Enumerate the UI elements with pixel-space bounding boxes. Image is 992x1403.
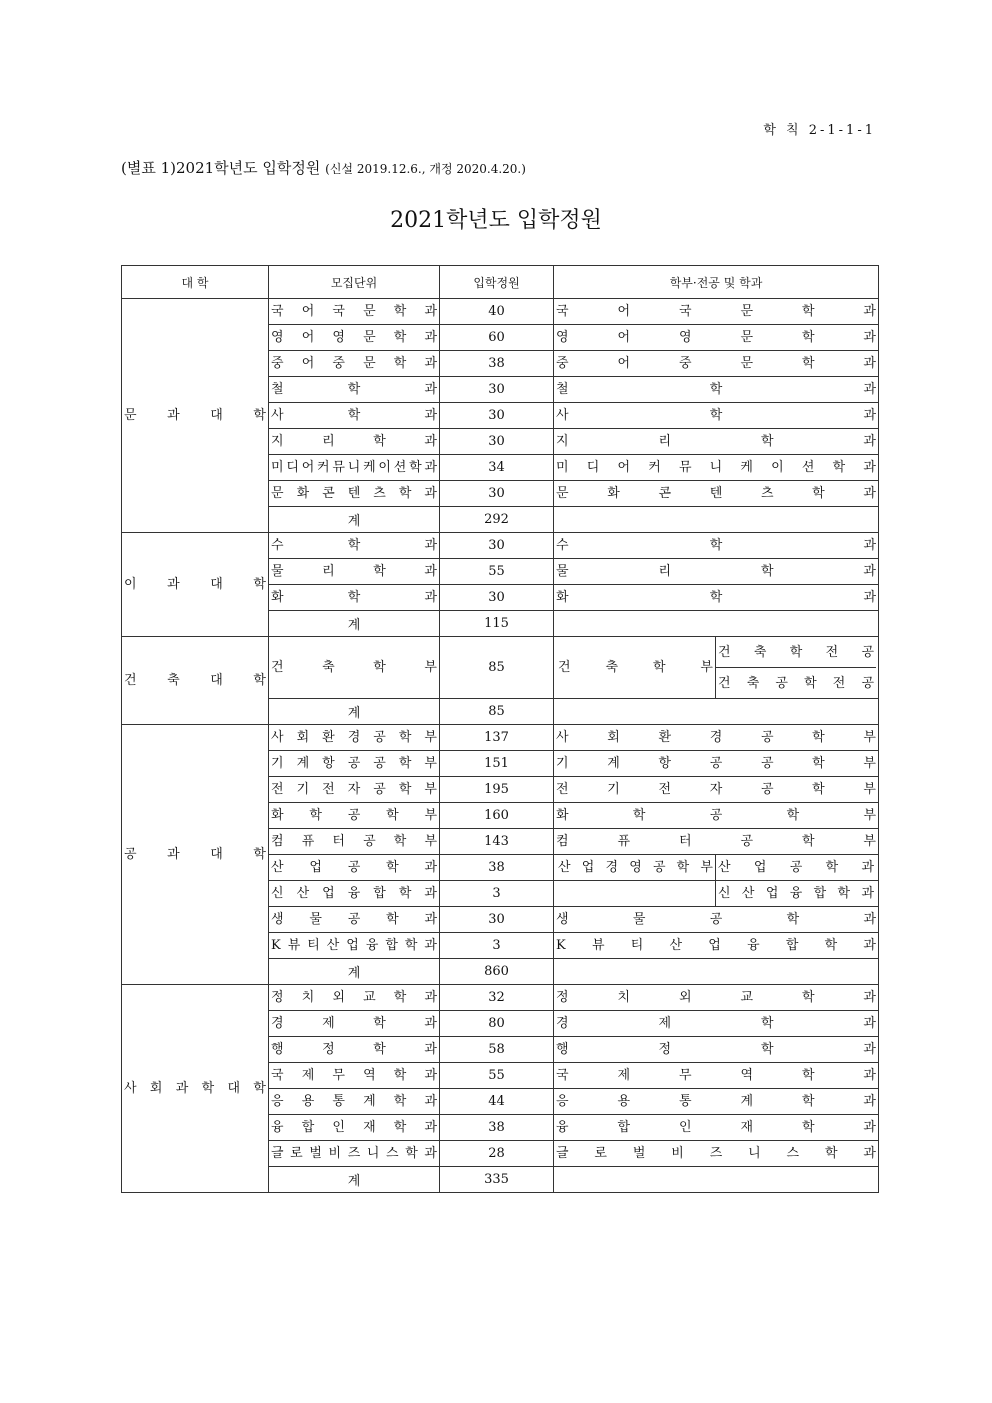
quota-cell: 30	[440, 481, 554, 507]
admission-quota-table	[121, 265, 879, 1193]
dept-cell	[554, 1011, 879, 1037]
table-row	[122, 637, 879, 699]
total-value: 115	[440, 611, 554, 637]
unit-cell	[269, 985, 440, 1011]
page-title: 2021학년도 입학정원	[390, 208, 602, 233]
division-name	[556, 855, 716, 880]
dept-cell	[554, 1115, 879, 1141]
unit-name: 경 제 학 과	[271, 1016, 437, 1031]
total-value: 85	[440, 699, 554, 725]
college-name-text: 공 과 대 학	[124, 847, 266, 862]
major-row	[556, 881, 876, 906]
unit-cell	[269, 907, 440, 933]
quota-cell: 38	[440, 351, 554, 377]
major-row	[556, 637, 876, 668]
unit-name: 철 학 과	[271, 382, 437, 397]
dept-name: 사 학 과	[556, 408, 876, 423]
unit-cell	[269, 403, 440, 429]
unit-name: 수 학 과	[271, 538, 437, 553]
dept-name: 물 리 학 과	[556, 564, 876, 579]
quota-cell: 28	[440, 1141, 554, 1167]
total-empty	[554, 699, 879, 725]
unit-cell	[269, 751, 440, 777]
college-name	[122, 985, 269, 1193]
unit-name: 국 제 무 역 학 과	[271, 1068, 437, 1083]
total-value: 335	[440, 1167, 554, 1193]
unit-name: 국 어 국 문 학 과	[271, 304, 437, 319]
unit-cell	[269, 559, 440, 585]
dept-cell	[554, 1089, 879, 1115]
quota-cell: 85	[440, 637, 554, 699]
quota-cell: 44	[440, 1089, 554, 1115]
unit-cell	[269, 299, 440, 325]
college-name-text: 사 회 과 학 대 학	[124, 1081, 266, 1096]
unit-name: 산 업 공 학 과	[271, 860, 437, 875]
dept-cell	[554, 403, 879, 429]
unit-name: 생 물 공 학 과	[271, 912, 437, 927]
quota-cell: 160	[440, 803, 554, 829]
unit-name: 정 치 외 교 학 과	[271, 990, 437, 1005]
unit-cell	[269, 881, 440, 907]
dept-cell	[554, 585, 879, 611]
college-name	[122, 533, 269, 637]
major-row	[556, 855, 876, 880]
quota-cell: 3	[440, 933, 554, 959]
unit-name: 중 어 중 문 학 과	[271, 356, 437, 371]
unit-cell	[269, 1141, 440, 1167]
unit-name: 융 합 인 재 학 과	[271, 1120, 437, 1135]
quota-cell: 30	[440, 533, 554, 559]
major-name	[716, 855, 877, 880]
dept-cell	[554, 455, 879, 481]
major-name-text: 신 산 업 융 합 학 과	[718, 886, 874, 901]
dept-name: 글 로 벌 비 즈 니 스 학 과	[556, 1146, 876, 1161]
quota-cell: 55	[440, 1063, 554, 1089]
dept-cell	[554, 559, 879, 585]
total-label: 계	[269, 611, 440, 637]
quota-cell: 55	[440, 559, 554, 585]
unit-cell	[269, 377, 440, 403]
unit-name: 물 리 학 과	[271, 564, 437, 579]
total-value: 860	[440, 959, 554, 985]
dept-cell	[554, 377, 879, 403]
document-reference: 학 칙 2-1-1-1	[763, 123, 876, 138]
unit-name: 건 축 학 부	[271, 660, 437, 675]
dept-split-cell	[554, 855, 879, 881]
table-row	[122, 299, 879, 325]
dept-name: 국 제 무 역 학 과	[556, 1068, 876, 1083]
table-row	[122, 725, 879, 751]
unit-name: 화 학 공 학 부	[271, 808, 437, 823]
quota-cell: 32	[440, 985, 554, 1011]
dept-name: 국 어 국 문 학 과	[556, 304, 876, 319]
unit-cell	[269, 933, 440, 959]
total-empty	[554, 959, 879, 985]
quota-cell: 30	[440, 429, 554, 455]
dept-name: 행 정 학 과	[556, 1042, 876, 1057]
unit-cell	[269, 325, 440, 351]
dept-split-cell	[554, 881, 879, 907]
dept-cell	[554, 481, 879, 507]
dept-cell	[554, 751, 879, 777]
college-name-text: 건 축 대 학	[124, 673, 266, 688]
unit-cell	[269, 481, 440, 507]
division-subtable	[556, 637, 876, 698]
college-name-text: 문 과 대 학	[124, 408, 266, 423]
unit-name: K 뷰 티 산 업 융 합 학 과	[271, 938, 437, 953]
division-name	[556, 881, 716, 906]
quota-cell: 30	[440, 907, 554, 933]
quota-cell: 143	[440, 829, 554, 855]
dept-name: 수 학 과	[556, 538, 876, 553]
college-name	[122, 299, 269, 533]
dept-cell	[554, 429, 879, 455]
unit-name: 사 회 환 경 공 학 부	[271, 730, 437, 745]
dept-name: 전 기 전 자 공 학 부	[556, 782, 876, 797]
quota-cell: 151	[440, 751, 554, 777]
unit-cell	[269, 455, 440, 481]
dept-cell	[554, 351, 879, 377]
unit-cell	[269, 1011, 440, 1037]
unit-cell	[269, 803, 440, 829]
total-label: 계	[269, 699, 440, 725]
table-row	[122, 985, 879, 1011]
unit-cell	[269, 855, 440, 881]
quota-cell: 34	[440, 455, 554, 481]
division-name	[556, 637, 716, 698]
dept-name: 화 학 과	[556, 590, 876, 605]
dept-name: K 뷰 티 산 업 융 합 학 과	[556, 938, 876, 953]
quota-cell: 80	[440, 1011, 554, 1037]
header-unit: 모집단위	[269, 266, 440, 299]
college-name	[122, 725, 269, 985]
unit-name: 행 정 학 과	[271, 1042, 437, 1057]
quota-cell: 38	[440, 1115, 554, 1141]
dept-name: 사 회 환 경 공 학 부	[556, 730, 876, 745]
dept-cell	[554, 829, 879, 855]
unit-name: 컴 퓨 터 공 학 부	[271, 834, 437, 849]
total-empty	[554, 1167, 879, 1193]
division-subtable	[556, 881, 876, 906]
dept-cell	[554, 1141, 879, 1167]
dept-cell	[554, 1037, 879, 1063]
division-subtable	[556, 855, 876, 880]
unit-name: 문 화 콘 텐 츠 학 과	[271, 486, 437, 501]
unit-name: 영 어 영 문 학 과	[271, 330, 437, 345]
note-main: (별표 1)2021학년도 입학정원	[121, 159, 321, 177]
total-empty	[554, 611, 879, 637]
unit-name: 화 학 과	[271, 590, 437, 605]
quota-cell: 40	[440, 299, 554, 325]
dept-cell	[554, 725, 879, 751]
major-name	[716, 668, 877, 699]
dept-name: 융 합 인 재 학 과	[556, 1120, 876, 1135]
unit-name: 응 용 통 계 학 과	[271, 1094, 437, 1109]
header-quota: 입학정원	[440, 266, 554, 299]
unit-cell	[269, 1063, 440, 1089]
unit-cell	[269, 1115, 440, 1141]
major-name	[716, 881, 877, 906]
dept-cell	[554, 907, 879, 933]
college-name-text: 이 과 대 학	[124, 577, 266, 592]
major-name	[716, 637, 877, 668]
unit-cell	[269, 533, 440, 559]
table-row	[122, 533, 879, 559]
table-note	[121, 157, 526, 178]
dept-name: 철 학 과	[556, 382, 876, 397]
unit-name: 사 학 과	[271, 408, 437, 423]
dept-name: 영 어 영 문 학 과	[556, 330, 876, 345]
total-label: 계	[269, 1167, 440, 1193]
unit-name: 기 계 항 공 공 학 부	[271, 756, 437, 771]
dept-split-cell	[554, 637, 879, 699]
dept-name: 지 리 학 과	[556, 434, 876, 449]
unit-cell	[269, 829, 440, 855]
dept-cell	[554, 1063, 879, 1089]
quota-cell: 38	[440, 855, 554, 881]
quota-cell: 30	[440, 377, 554, 403]
college-name	[122, 637, 269, 725]
dept-cell	[554, 985, 879, 1011]
table-header-row	[122, 266, 879, 299]
unit-cell	[269, 351, 440, 377]
major-name-text: 산 업 공 학 과	[718, 860, 874, 875]
unit-cell	[269, 1089, 440, 1115]
unit-name: 지 리 학 과	[271, 434, 437, 449]
dept-name: 응 용 통 계 학 과	[556, 1094, 876, 1109]
total-label: 계	[269, 959, 440, 985]
quota-cell: 3	[440, 881, 554, 907]
unit-cell	[269, 725, 440, 751]
division-name-text: 건 축 학 부	[558, 660, 713, 675]
quota-cell: 137	[440, 725, 554, 751]
dept-name: 경 제 학 과	[556, 1016, 876, 1031]
dept-name: 중 어 중 문 학 과	[556, 356, 876, 371]
dept-name: 정 치 외 교 학 과	[556, 990, 876, 1005]
unit-name: 글 로 벌 비 즈 니 스 학 과	[271, 1146, 437, 1161]
quota-cell: 60	[440, 325, 554, 351]
dept-cell	[554, 803, 879, 829]
quota-cell: 195	[440, 777, 554, 803]
quota-cell: 30	[440, 585, 554, 611]
header-college: 대 학	[122, 266, 269, 299]
dept-name: 화 학 공 학 부	[556, 808, 876, 823]
unit-name: 미 디 어 커 뮤 니 케 이 션 학 과	[271, 460, 437, 475]
dept-name: 문 화 콘 텐 츠 학 과	[556, 486, 876, 501]
unit-name: 전 기 전 자 공 학 부	[271, 782, 437, 797]
quota-cell: 30	[440, 403, 554, 429]
dept-cell	[554, 933, 879, 959]
dept-name: 생 물 공 학 과	[556, 912, 876, 927]
major-name-text: 건 축 학 전 공	[718, 644, 874, 660]
note-revision: (신설 2019.12.6., 개정 2020.4.20.)	[325, 162, 526, 176]
total-empty	[554, 507, 879, 533]
unit-name: 신 산 업 융 합 학 과	[271, 886, 437, 901]
unit-cell	[269, 777, 440, 803]
unit-cell	[269, 637, 440, 699]
dept-name: 컴 퓨 터 공 학 부	[556, 834, 876, 849]
dept-cell	[554, 299, 879, 325]
unit-cell	[269, 429, 440, 455]
unit-cell	[269, 585, 440, 611]
total-value: 292	[440, 507, 554, 533]
unit-cell	[269, 1037, 440, 1063]
division-name-text: 산 업 경 영 공 학 부	[558, 860, 713, 875]
dept-cell	[554, 777, 879, 803]
header-department: 학부·전공 및 학과	[554, 266, 879, 299]
dept-cell	[554, 325, 879, 351]
total-label: 계	[269, 507, 440, 533]
dept-name: 미 디 어 커 뮤 니 케 이 션 학 과	[556, 460, 876, 475]
quota-cell: 58	[440, 1037, 554, 1063]
dept-cell	[554, 533, 879, 559]
dept-name: 기 계 항 공 공 학 부	[556, 756, 876, 771]
major-name-text: 건 축 공 학 전 공	[718, 675, 874, 691]
